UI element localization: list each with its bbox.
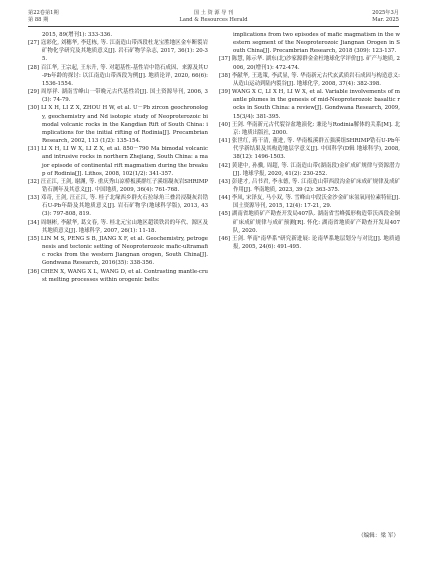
reference-entry: [37] 陈慧, 陈示华. 湖东(北)沙家源群金金杜地球化学评价[J]. 矿产与地质, 2006, 20(增刊1): 472-474.	[219, 56, 400, 71]
reference-entry: [32] 汪正江, 王剑, 谢渊, 等. 重庆秀山凉桥板溪群红子溪组凝灰岩SHRIMP锆石测年及其意义[J]. 中国地质, 2009, 36(4): 761-768.	[28, 178, 208, 193]
reference-entry: [42] 黄建中, 孙骥, 周超, 等. 江南造山带(湖南段)金矿成矿规律与资源潜力[J]. 地球学报, 2020, 41(2): 230-252.	[219, 162, 400, 177]
reference-entry: [41] 张世红, 蒋干清, 董进, 等. 华南板溪群五强溪组SHRIMP锆石U-Pb年代学新结果及其构造地层学意义[J]. 中国科学(D辑 地球科学), 2008, 38(12): 1496-1503.	[219, 138, 400, 161]
reference-entry: [39] WANG X C, LI X H, LI W X, et al. Variable involvements of mantle plumes in the genesis of mid-Neoproterozoic basaltic rocks in South China: a review[J]. Gondwana Research, 2009, 15(3/4): 381-395.	[219, 89, 400, 120]
reference-entry: [46] 王剑. 华南"南华系"研究新进展: 论南华系地层划分与对比[J]. 地质通报, 2005, 24(6): 491-495.	[219, 235, 400, 251]
header-journal-cn: 国 土 资 源 导 刊	[193, 10, 234, 16]
reference-entry: [30] LI X H, LI Z X, ZHOU H W, et al. U－Pb zircon geochronology, geochemistry and Nd isotopic study of Neoproterozoic bimodal volcanic rocks in the Kangdian Rift of South China: implications for the initial rifting of Rodinia[J]. Precambrian Research, 2002, 113 (1/2): 135-154.	[28, 105, 208, 145]
header-date-cn: 2025年3月	[372, 10, 399, 16]
right-column	[219, 31, 400, 251]
header-date-en: Mar. 2025	[372, 17, 399, 23]
reference-entry: [38] 李献华, 王选策, 李武显, 等. 华南新元古代玄武质岩石成因与构造意义: 从造山运动到陆内裂谷[J]. 地球化学, 2008, 37(4): 382-398.	[219, 72, 400, 87]
reference-entry: [45] 湖南省地质矿产勘查开发局407队. 湖南省雪峰弧形构造带沃西段金铜矿床成矿规律与成矿预测[R]. 怀化: 湖南省地质矿产勘查开发局407队, 2020.	[219, 211, 400, 234]
reference-entry: [44] 李凤, 宋泽友, 马小双, 等. 雪峰山中段沃金沙金矿床氢氧同位素特征[J]. 国土资源导刊, 2015, 12(4): 17-21, 29.	[219, 195, 400, 210]
reference-entry: [29] 周厚祥. 湖南雪峰山一带晚元古代基性岩[J]. 国土资源导刊, 2006, 3(3): 74-79.	[28, 89, 208, 104]
reference-entry: [31] LI X H, LI W X, LI Z X, et al. 850－790 Ma bimodal volcanic and intrusive rocks in northern Zhejiang, South China: a major episode of continental rift magmatism during the breakup of Rodinia[J]. Lithos, 2008, 102(1/2): 341-357.	[28, 146, 208, 177]
editor-credit: （编辑：梁 军）	[358, 533, 399, 539]
reference-entry: [36] CHEN X, WANG X L, WANG D, et al. Contrasting mantle-crust melting processes within orogenic belts:	[28, 268, 208, 283]
running-header	[28, 10, 399, 30]
header-volume: 第22卷第1期	[28, 10, 59, 16]
reference-entry: implications from two episodes of mafic magmatism in the western segment of the Neoproterozoic Jiangnan Orogen in South China[J]. Precambrian Research, 2018 (309): 123-137.	[233, 32, 400, 55]
header-right	[372, 10, 399, 24]
reference-entry: [34] 周继彬, 李献华, 葛文春, 等. 桂北元宝山地区超镁铁岩的年代、源区及其地质意义[J]. 地球科学, 2007, 26(1): 11-18.	[28, 219, 208, 234]
reference-entry: [40] 王剑. 华南新元古代裂谷盆地演化: 兼论与Rodinia解体的关系[M]. 北京: 地质出版社, 2000.	[219, 121, 400, 136]
header-issue: 第 88 期	[28, 17, 49, 23]
header-rule	[28, 26, 399, 27]
left-column	[28, 31, 208, 284]
reference-entry: 2015, 89(增刊1): 333-336.	[42, 32, 113, 38]
header-center	[28, 10, 399, 24]
reference-entry: [43] 彭建才, 吕书君, 李永德, 等. 江南造山带西段沟金矿床成矿规律及成矿作用[J]. 华南地质, 2023, 39 (2): 363-375.	[219, 178, 400, 193]
reference-entry: [27] 寇彩化, 刘穗华, 李廷栋, 等. 江南造山带西段杜龙宝胜地区金车断裂岩矿物化学研究及其地质意义[J]. 岩石矿物学杂志, 2017, 36(1): 20-35.	[28, 40, 208, 63]
reference-entry: [28] 百江华, 王宗起, 王东升, 等. 对超基性-基性岩中锆石成因、来源及其U-Pb年龄的探讨: 以江南造山带西段为例[J]. 地质论评, 2020, 66(6): 1536-1554.	[28, 64, 208, 87]
reference-entry: [33] 邓奇, 王剑, 汪正江, 等. 桂子北缘西乡群火石拉绿角三叠岩浸凝灰岩锆石U-Pb年龄及其地质意义[J]. 岩石矿物学(地球科学版), 2013, 43(3): 797-808, 819.	[28, 195, 208, 218]
header-journal-en: Land & Resources Herald	[179, 17, 248, 23]
reference-entry: [35] LIN M S, PENG S B, JIANG X F, et al. Geochemistry, petrogenesis and tectonic setting of Neoproterozoic mafic-ultramafic rocks from the western Jiangnan orogen, South China[J]. Gondwana Research, 2016(35): 338-356.	[28, 235, 208, 267]
